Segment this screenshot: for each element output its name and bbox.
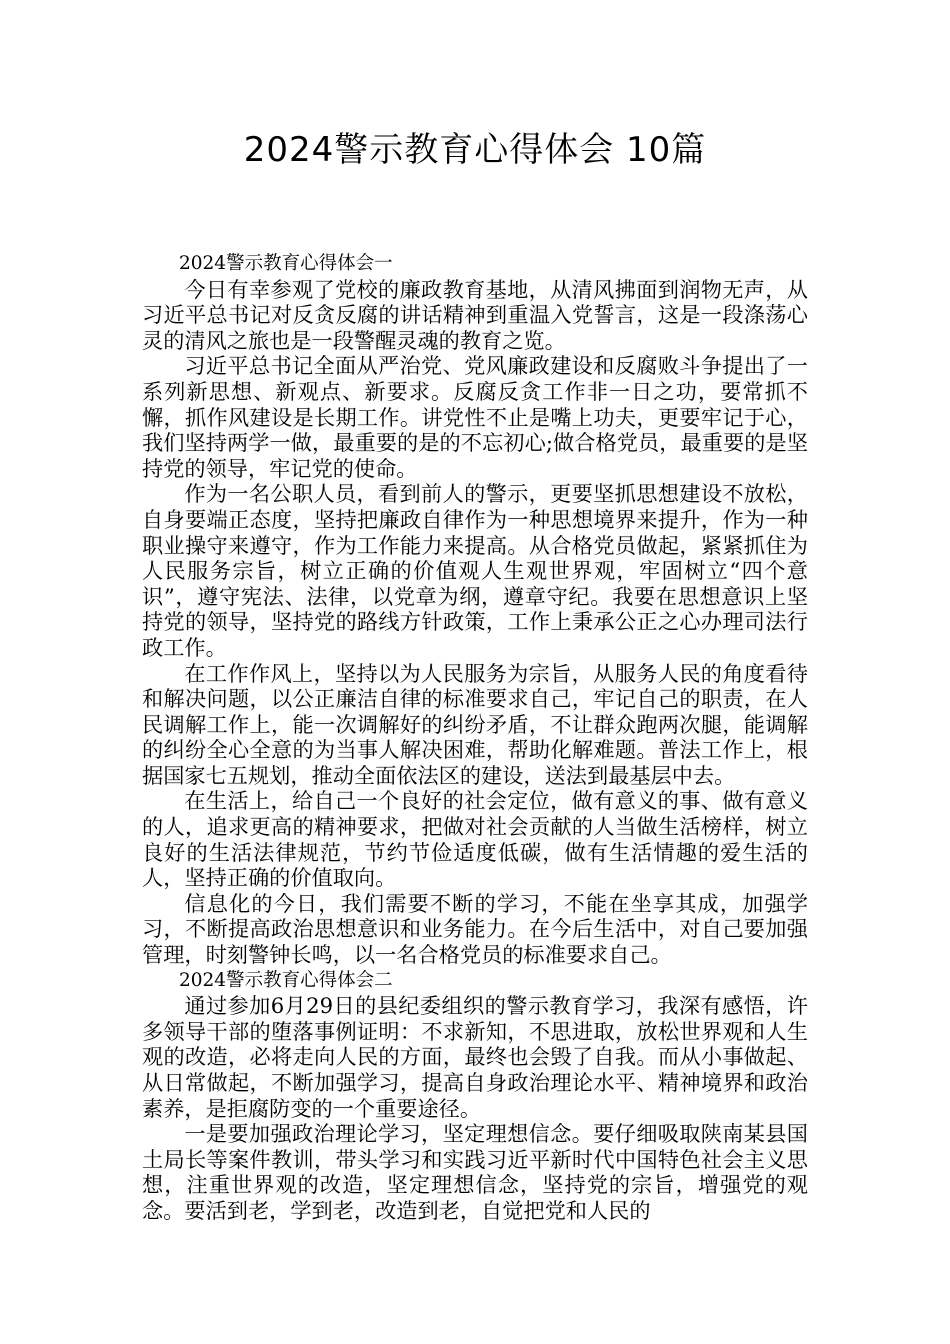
paragraph: 通过参加6月29日的县纪委组织的警示教育学习，我深有感悟，许多领导干部的堕落事例证明：不求新知，不思进取，放松世界观和人生观的改造，必将走向人民的方面，最终也会毁了自我。而从小事做起、从日常做起，不断加强学习，提高自身政治理论水平、精神境界和政治素养，是拒腐防变的一个重要途径。 [142, 993, 808, 1121]
paragraph: 今日有幸参观了党校的廉政教育基地，从清风拂面到润物无声，从习近平总书记对反贪反腐的讲话精神到重温入党誓言，这是一段涤荡心灵的清风之旅也是一段警醒灵魂的教育之览。 [142, 276, 808, 353]
paragraph: 在工作作风上，坚持以为人民服务为宗旨，从服务人民的角度看待和解决问题，以公正廉洁自律的标准要求自己，牢记自己的职责，在人民调解工作上，能一次调解好的纠纷矛盾，不让群众跑两次腿，能调解的纠纷全心全意的为当事人解决困难，帮助化解难题。普法工作上，根据国家七五规划，推动全面依法区的建设，送法到最基层中去。 [142, 660, 808, 788]
paragraph: 在生活上，给自己一个良好的社会定位，做有意义的事、做有意义的人，追求更高的精神要求，把做对社会贡献的人当做生活榜样，树立良好的生活法律规范，节约节俭适度低碳，做有生活情趣的爱生活的人，坚持正确的价值取向。 [142, 788, 808, 891]
section-heading: 2024警示教育心得体会一 [179, 253, 393, 274]
paragraph: 一是要加强政治理论学习，坚定理想信念。要仔细吸取陕南某县国土局长等案件教训，带头学习和实践习近平新时代中国特色社会主义思想，注重世界观的改造，坚定理想信念，坚持党的宗旨，增强党的观念。要活到老，学到老，改造到老，自觉把党和人民的 [142, 1121, 808, 1223]
paragraph: 作为一名公职人员，看到前人的警示，更要坚抓思想建设不放松，自身要端正态度，坚持把廉政自律作为一种思想境界来提升，作为一种职业操守来遵守，作为工作能力来提高。从合格党员做起，紧紧抓住为人民服务宗旨，树立正确的价值观人生观世界观，牢固树立“四个意识”，遵守宪法、法律，以党章为纲，遵章守纪。我要在思想意识上坚持党的领导，坚持党的路线方针政策，工作上秉承公正之心办理司法行政工作。 [142, 481, 808, 660]
paragraph: 信息化的今日，我们需要不断的学习，不能在坐享其成，加强学习，不断提高政治思想意识和业务能力。在今后生活中，对自己要加强管理，时刻警钟长鸣，以一名合格党员的标准要求自己。 [142, 890, 808, 968]
section-heading: 2024警示教育心得体会二 [179, 969, 393, 991]
document-body [142, 251, 808, 1224]
document-title: 2024警示教育心得体会 10篇 [243, 130, 707, 170]
paragraph: 习近平总书记全面从严治党、党风廉政建设和反腐败斗争提出了一系列新思想、新观点、新要求。反腐反贪工作非一日之功，要常抓不懈，抓作风建设是长期工作。讲党性不止是嘴上功夫，更要牢记于心，我们坚持两学一做，最重要的是的不忘初心;做合格党员，最重要的是坚持党的领导，牢记党的使命。 [142, 353, 808, 481]
